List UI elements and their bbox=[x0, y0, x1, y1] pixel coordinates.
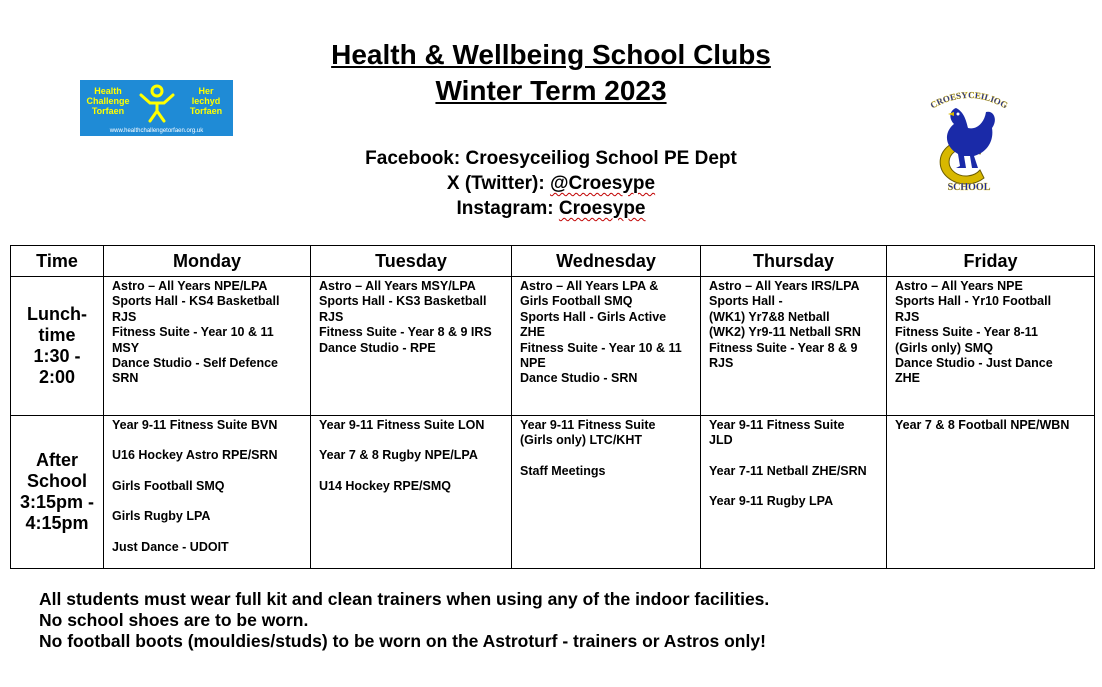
activity-line: Dance Studio - Just Dance bbox=[895, 356, 1053, 371]
twitter-line bbox=[0, 172, 1102, 196]
activity-line: U16 Hockey Astro RPE/SRN bbox=[112, 448, 278, 463]
activity-line: (Girls only) LTC/KHT bbox=[520, 433, 642, 448]
clubs-timetable bbox=[10, 245, 1095, 569]
activity-line: Dance Studio - SRN bbox=[520, 371, 638, 386]
activity-line: Astro – All Years IRS/LPA bbox=[709, 279, 860, 293]
row-label-line: 4:15pm bbox=[25, 513, 89, 533]
health-challenge-logo bbox=[80, 80, 233, 136]
row-label-line: 2:00 bbox=[38, 367, 76, 387]
activity-line: Girls Football SMQ bbox=[520, 294, 633, 309]
line-gap bbox=[112, 433, 304, 448]
cell-after-school-wednesday bbox=[512, 416, 701, 569]
activity-line: Sports Hall - Yr10 Football bbox=[895, 294, 1052, 309]
row-label-line: time bbox=[38, 325, 76, 345]
header-thursday: Thursday bbox=[701, 246, 887, 277]
activity-line: RJS bbox=[895, 309, 920, 324]
activity-line: NPE bbox=[520, 356, 546, 371]
activity-line: (WK1) Yr7&8 Netball bbox=[709, 309, 830, 324]
header-monday: Monday bbox=[104, 246, 311, 277]
svg-text:CROESYCEILIOG: CROESYCEILIOG bbox=[928, 89, 1010, 111]
activity-line: Dance Studio - Self Defence bbox=[112, 356, 279, 371]
svg-text:SCHOOL: SCHOOL bbox=[947, 182, 991, 193]
twitter-handle[interactable]: @Croesype bbox=[549, 173, 656, 194]
activity-line: Fitness Suite - Year 8 & 9 bbox=[709, 340, 858, 355]
activity-line: Fitness Suite - Year 10 & 11 bbox=[112, 325, 274, 340]
twitter-label: X (Twitter): bbox=[446, 173, 550, 194]
cell-after-school-thursday bbox=[701, 416, 887, 569]
line-gap bbox=[112, 494, 304, 509]
line-gap bbox=[709, 479, 880, 494]
cell-lunchtime-wednesday bbox=[512, 277, 701, 416]
activity-line: Just Dance - UDOIT bbox=[112, 539, 229, 554]
row-label-line: School bbox=[26, 471, 87, 491]
activity-line: Year 7-11 Netball ZHE/SRN bbox=[709, 463, 867, 478]
instagram-handle[interactable]: Croesype bbox=[558, 198, 646, 219]
note-line: No school shoes are to be worn. bbox=[39, 610, 309, 630]
person-figure-icon bbox=[138, 83, 176, 123]
cell-lunchtime-thursday bbox=[701, 277, 887, 416]
activity-line: Year 9-11 Rugby LPA bbox=[709, 494, 834, 509]
row-label-line: After bbox=[35, 450, 78, 470]
line-gap bbox=[112, 525, 304, 540]
activity-line: Dance Studio - RPE bbox=[319, 340, 436, 355]
logo-url: www.healthchallengetorfaen.org.uk bbox=[109, 128, 204, 134]
instagram-label: Instagram: bbox=[456, 198, 559, 219]
logo-left-text: Health Challenge Torfaen bbox=[86, 86, 130, 116]
cell-lunchtime-friday bbox=[887, 277, 1095, 416]
activity-line: Fitness Suite - Year 8 & 9 IRS bbox=[319, 325, 492, 340]
activity-line: ZHE bbox=[895, 371, 920, 386]
cell-after-school-monday bbox=[104, 416, 311, 569]
cell-after-school-tuesday bbox=[311, 416, 512, 569]
activity-line: (Girls only) SMQ bbox=[895, 340, 993, 355]
page-title: Health & Wellbeing School Clubs bbox=[331, 39, 771, 70]
activity-line: Year 9-11 Fitness Suite LON bbox=[319, 418, 485, 432]
row-label-line: Lunch- bbox=[27, 304, 87, 324]
cell-lunchtime-monday bbox=[104, 277, 311, 416]
activity-line: Astro – All Years NPE/LPA bbox=[112, 279, 268, 293]
activity-line: Staff Meetings bbox=[520, 463, 606, 478]
rules-notes bbox=[39, 589, 769, 652]
facebook-line: Facebook: Croesyceiliog School PE Dept bbox=[365, 148, 737, 169]
cell-after-school-friday bbox=[887, 416, 1095, 569]
logo-right-text: Her Iechyd Torfaen bbox=[189, 86, 223, 116]
page-subtitle: Winter Term 2023 bbox=[435, 75, 667, 106]
table-row-lunchtime bbox=[11, 277, 1095, 416]
activity-line: Girls Football SMQ bbox=[112, 478, 225, 493]
activity-line: Astro – All Years NPE bbox=[895, 279, 1023, 293]
activity-line: Year 9-11 Fitness Suite BVN bbox=[112, 418, 278, 432]
activity-line: Year 7 & 8 Football NPE/WBN bbox=[895, 418, 1070, 432]
activity-line: Year 9-11 Fitness Suite bbox=[709, 418, 845, 432]
activity-line: SRN bbox=[112, 371, 139, 386]
table-header-row bbox=[11, 246, 1095, 277]
header-time: Time bbox=[11, 246, 104, 277]
activity-line: Girls Rugby LPA bbox=[112, 509, 211, 524]
header-tuesday: Tuesday bbox=[311, 246, 512, 277]
activity-line: Year 9-11 Fitness Suite bbox=[520, 418, 656, 432]
activity-line: RJS bbox=[709, 356, 734, 371]
activity-line: (WK2) Yr9-11 Netball SRN bbox=[709, 325, 861, 340]
activity-line: Sports Hall - bbox=[709, 294, 783, 309]
line-gap bbox=[112, 464, 304, 479]
activity-line: JLD bbox=[709, 433, 733, 448]
header-wednesday: Wednesday bbox=[512, 246, 701, 277]
activity-line: Sports Hall - KS3 Basketball bbox=[319, 294, 487, 309]
header-friday: Friday bbox=[887, 246, 1095, 277]
activity-line: Sports Hall - Girls Active bbox=[520, 309, 667, 324]
line-gap bbox=[319, 433, 505, 448]
note-line: No football boots (mouldies/studs) to be worn on the Astroturf - trainers or Astros only! bbox=[39, 631, 766, 651]
activity-line: Fitness Suite - Year 8-11 bbox=[895, 325, 1038, 340]
activity-line: Astro – All Years LPA & bbox=[520, 279, 659, 293]
row-label-line: 3:15pm - bbox=[19, 492, 95, 512]
instagram-line bbox=[0, 197, 1102, 221]
table-row-after-school bbox=[11, 416, 1095, 569]
activity-line: RJS bbox=[319, 309, 344, 324]
activity-line: RJS bbox=[112, 309, 137, 324]
line-gap bbox=[319, 464, 505, 479]
activity-line: ZHE bbox=[520, 325, 545, 340]
row-label-lunchtime bbox=[11, 277, 104, 416]
row-label-line: 1:30 - bbox=[33, 346, 81, 366]
activity-line: U14 Hockey RPE/SMQ bbox=[319, 478, 451, 493]
activity-line: MSY bbox=[112, 340, 140, 355]
activity-line: Sports Hall - KS4 Basketball bbox=[112, 294, 280, 309]
note-line: All students must wear full kit and clean trainers when using any of the indoor facilities. bbox=[39, 589, 770, 609]
activity-line: Astro – All Years MSY/LPA bbox=[319, 279, 476, 293]
cell-lunchtime-tuesday bbox=[311, 277, 512, 416]
line-gap bbox=[709, 449, 880, 464]
line-gap bbox=[520, 449, 694, 464]
activity-line: Year 7 & 8 Rugby NPE/LPA bbox=[319, 448, 478, 463]
row-label-after-school bbox=[11, 416, 104, 569]
activity-line: Fitness Suite - Year 10 & 11 bbox=[520, 340, 682, 355]
